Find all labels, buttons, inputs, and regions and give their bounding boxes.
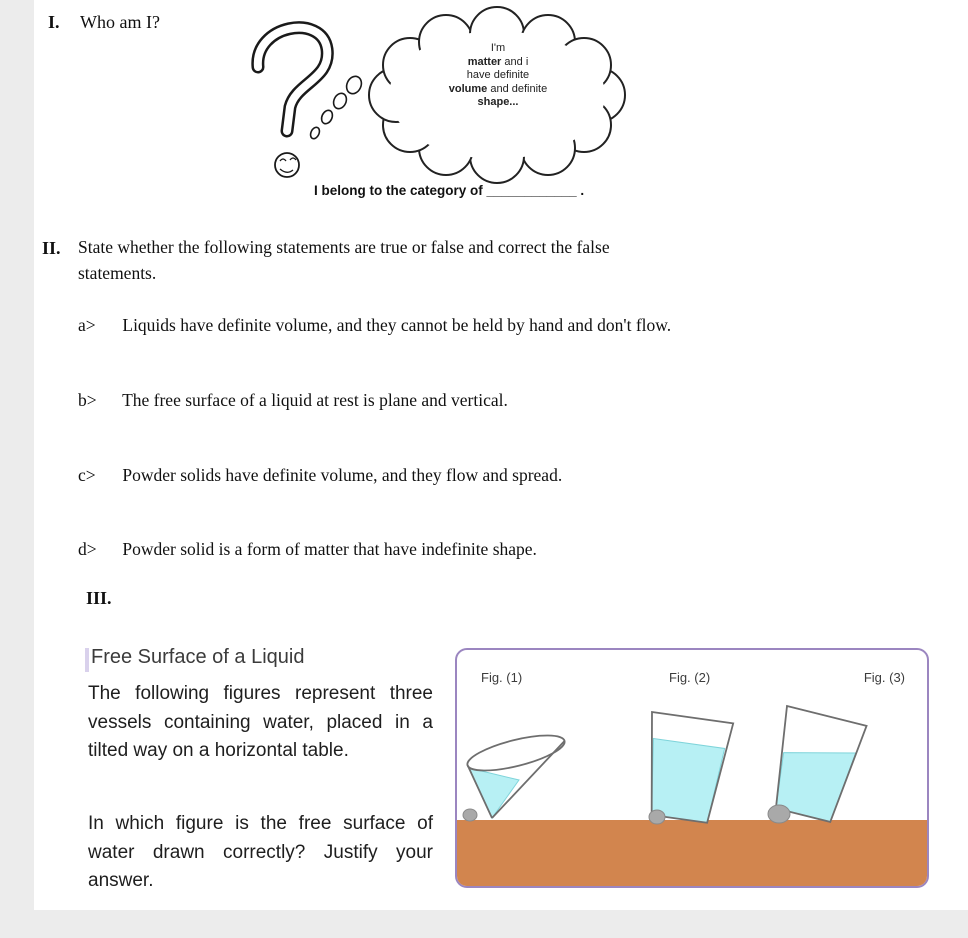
cloud-bold-shape: shape... <box>477 96 519 108</box>
cloud-line-4: and definite <box>490 82 548 95</box>
fig-1-label: Fig. (1) <box>481 670 523 685</box>
vessels-figure <box>457 650 927 886</box>
question-mark-icon <box>258 28 327 131</box>
section-i-label: I. <box>48 12 60 32</box>
fig-3-label: Fig. (3) <box>863 670 905 685</box>
fig-2-label: Fig. (2) <box>669 670 711 685</box>
statement-d-label: d> <box>78 539 97 559</box>
funnel-vessel <box>463 728 568 821</box>
table-surface <box>457 820 927 886</box>
smiley-face-icon <box>275 153 299 177</box>
statement-a-label: a> <box>78 315 96 335</box>
statement-a <box>78 315 671 336</box>
statement-c <box>78 465 562 486</box>
statement-b <box>78 390 508 411</box>
caption-prefix: I belong to the category of <box>314 183 483 198</box>
statement-c-label: c> <box>78 465 96 485</box>
statement-b-text: The free surface of a liquid at rest is plane and vertical. <box>122 390 508 410</box>
statement-d <box>78 539 537 560</box>
statement-b-label: b> <box>78 390 97 410</box>
statement-a-text: Liquids have definite volume, and they cannot be held by hand and don't flow. <box>122 315 672 335</box>
water-fig1 <box>469 768 519 818</box>
section-i-title: Who am I? <box>80 12 160 32</box>
cloud-speech-text <box>428 42 568 110</box>
cloud-line-2: and i <box>504 55 529 68</box>
section-ii-intro: State whether the following statements are true or false and correct the false statements. <box>78 237 610 283</box>
cup-vessel-2 <box>638 712 733 824</box>
panel-paragraph-1: The following figures represent three vessels containing water, placed in a tilted way on a horizontal table. <box>88 683 433 761</box>
page-margin-bottom <box>0 910 968 938</box>
cloud-line-3: have definite <box>466 69 530 81</box>
section-iii-label: III. <box>86 588 112 608</box>
heading-accent-bar <box>85 648 89 672</box>
category-caption <box>314 183 584 198</box>
caption-suffix: . <box>580 183 585 198</box>
cloud-bold-volume: volume <box>448 82 488 95</box>
cloud-line-1: I'm <box>490 42 506 54</box>
answer-blank: ____________ <box>486 183 577 198</box>
stone-2 <box>649 810 665 824</box>
panel-paragraph-2: In which figure is the free surface of water drawn correctly? Justify your answer. <box>88 813 433 891</box>
stone-1 <box>463 809 477 821</box>
statement-c-text: Powder solids have definite volume, and they flow and spread. <box>122 465 563 485</box>
page-margin-left <box>0 0 34 938</box>
figures-panel <box>455 648 929 888</box>
cloud-bold-matter: matter <box>467 55 502 68</box>
free-surface-heading: Free Surface of a Liquid <box>91 646 305 668</box>
statement-d-text: Powder solid is a form of matter that have indefinite shape. <box>122 539 537 559</box>
stone-3 <box>768 805 790 823</box>
section-ii-label: II. <box>42 238 61 258</box>
